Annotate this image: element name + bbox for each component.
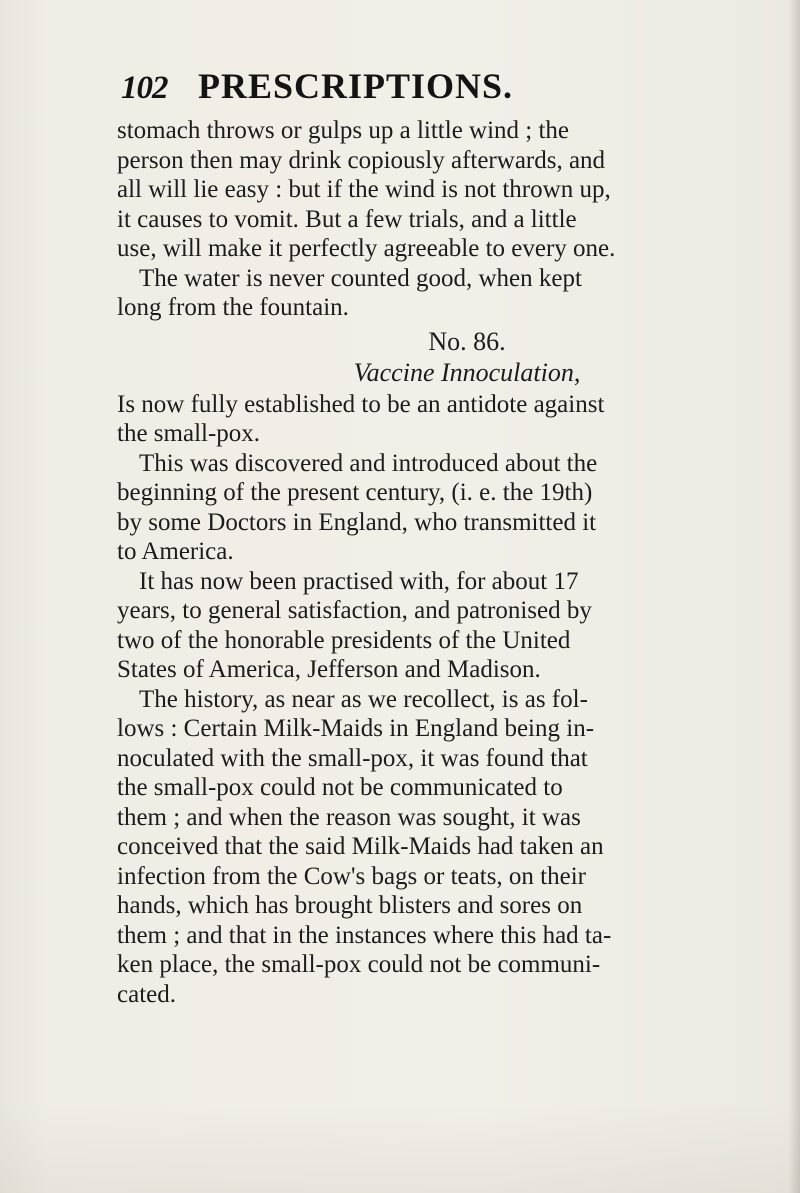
text-line: lows : Certain Milk-Maids in England being in-: [117, 715, 595, 742]
running-header: [121, 62, 761, 110]
text-line: States of America, Jefferson and Madison.: [117, 656, 541, 683]
text-line: to America.: [117, 538, 234, 565]
section-number: No. 86.: [428, 326, 506, 356]
paper-discoloration: [0, 1103, 800, 1193]
text-line: them ; and that in the instances where this had ta-: [117, 921, 612, 949]
text-line: infection from the Cow's bags or teats, on their: [117, 862, 586, 890]
text-line: them ; and when the reason was sought, it was: [117, 803, 581, 831]
text-line: it causes to vomit. But a few trials, and a little: [117, 205, 577, 233]
text-line: The water is never counted good, when kept: [139, 264, 582, 292]
text-line: noculated with the small-pox, it was found that: [117, 744, 588, 772]
page-edge-shadow: [788, 0, 800, 1193]
text-line: Is now fully established to be an antidote against: [117, 390, 605, 418]
text-line: use, will make it perfectly agreeable to every one.: [117, 235, 616, 262]
text-line: long from the fountain.: [117, 294, 349, 321]
text-line: This was discovered and introduced about the: [139, 449, 598, 477]
text-line: by some Doctors in England, who transmitted it: [117, 508, 597, 536]
text-line: ken place, the small-pox could not be communi-: [117, 951, 601, 978]
page-body: [117, 116, 767, 1009]
text-line: the small-pox could not be communicated to: [117, 774, 563, 801]
text-line: all will lie easy : but if the wind is not thrown up,: [117, 176, 611, 203]
text-line: person then may drink copiously afterwards, and: [117, 146, 606, 174]
text-line: The history, as near as we recollect, is as fol-: [139, 685, 588, 713]
page-number: 102: [121, 70, 168, 106]
text-line: It has now been practised with, for about 17: [139, 567, 579, 595]
section-title: Vaccine Innoculation,: [353, 358, 581, 387]
text-line: two of the honorable presidents of the United: [117, 626, 571, 654]
text-line: the small-pox.: [117, 420, 261, 447]
text-line: hands, which has brought blisters and sores on: [117, 892, 583, 919]
text-line: cated.: [117, 980, 176, 1008]
text-line: stomach throws or gulps up a little wind ; the: [117, 117, 570, 144]
text-line: beginning of the present century, (i. e. the 19th): [117, 479, 593, 506]
text-line: conceived that the said Milk-Maids had taken an: [117, 833, 604, 860]
running-title: PRESCRIPTIONS.: [198, 66, 514, 106]
text-line: years, to general satisfaction, and patronised by: [117, 597, 592, 624]
